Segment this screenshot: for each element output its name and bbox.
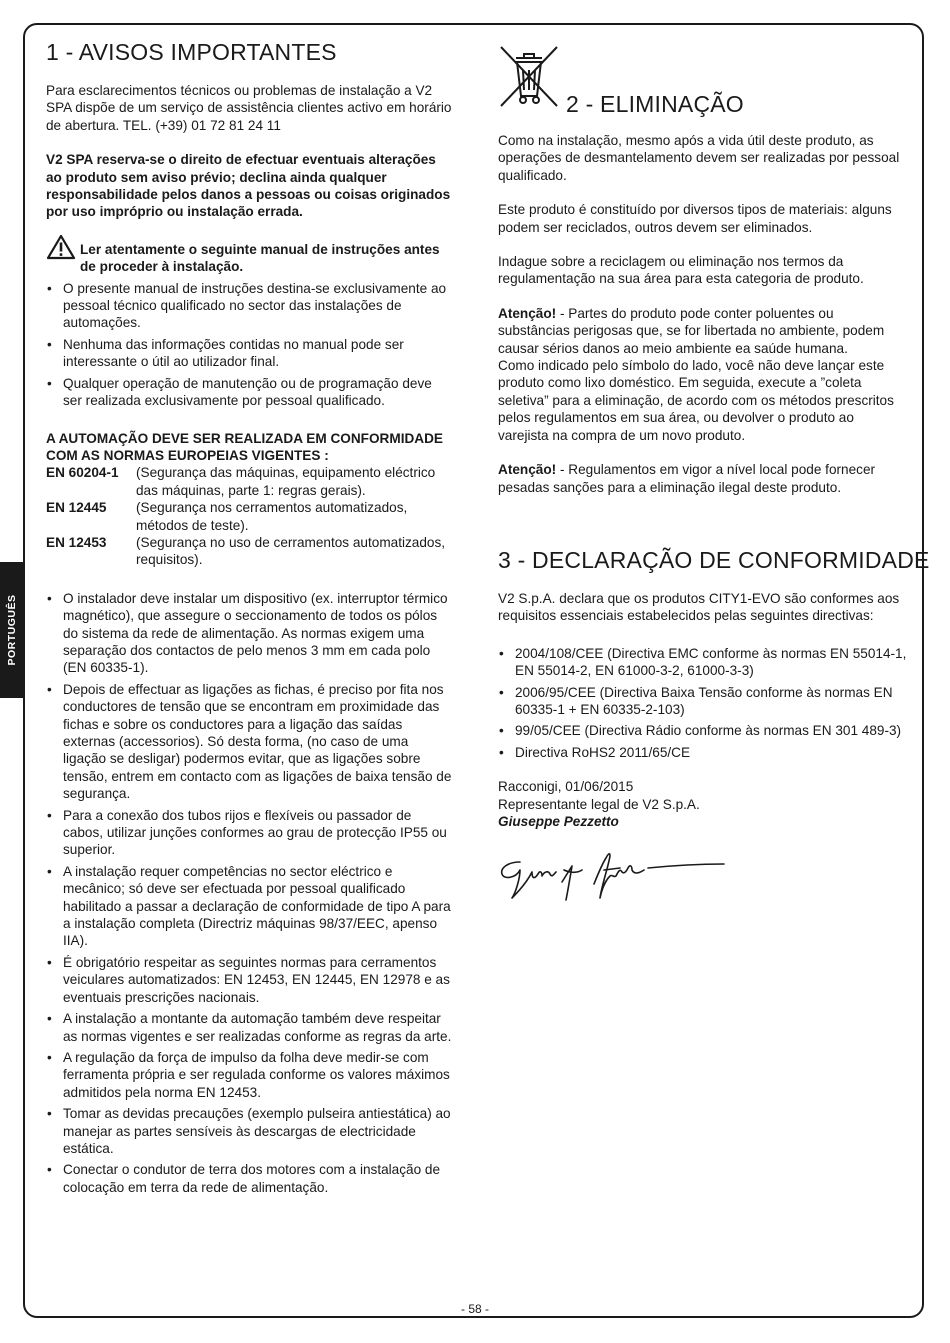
representative: Representante legal de V2 S.p.A. [498, 796, 700, 812]
section1-intro: Para esclarecimentos técnicos ou problemas de instalação a V2 SPA dispõe de um serviço de assistência clientes activo em horário de abertura. TEL. (+39) 01 72 81 24 11 [46, 83, 452, 133]
list-item: • Tomar as devidas precauções (exemplo pulseira antiestática) ao manejar as partes sensíveis às descargas de electricidade estática. [46, 1105, 454, 1157]
page-number: - 58 - [460, 1302, 489, 1316]
norm-code: EN 12445 [46, 500, 107, 516]
section1-disclaimer: V2 SPA reserva-se o direito de efectuar eventuais alterações ao produto sem aviso prévio; declina ainda qualquer responsabilidade pelos danos a pessoas ou coisas originados por uso impróprio ou instalação errada. [46, 152, 451, 220]
section2-p6-text: - Regulamentos em vigor a nível local pode fornecer pesadas sanções para a eliminação ilegal deste produto. [498, 462, 876, 495]
section2-p5: Como indicado pelo símbolo do lado, você não deve lançar este produto como lixo doméstico. Em seguida, execute a ”coleta seletiva” para a eliminação, de acordo com os métodos prescritos pelos regulamentos em sua área, ou devolver o produto ao varejista na compra de um novo produto. [498, 358, 894, 443]
section2-p1: Como na instalação, mesmo após a vida útil deste produto, as operações de desmantelamento devem ser realizadas por pessoal qualificado. [498, 133, 900, 183]
norm-desc: (Segurança das máquinas, equipamento eléctrico das máquinas, parte 1: regras gerais). [136, 465, 436, 498]
section2-title: 2 - ELIMINAÇÃO [566, 91, 744, 117]
attention-label: Atenção! [498, 462, 557, 478]
bullets-a [46, 280, 454, 410]
directives-list [498, 645, 908, 761]
signature-image [498, 844, 728, 906]
norm-code: EN 12453 [46, 534, 107, 550]
language-tab-label: PORTUGUÊS [6, 594, 18, 666]
norm-desc: (Segurança nos cerramentos automatizados, métodos de teste). [136, 500, 408, 533]
norm-row [46, 534, 454, 569]
list-item: • É obrigatório respeitar as seguintes normas para cerramentos veiculares automatizados: EN 12453, EN 12445, EN 12978 e as eventuais prescrições nacionais. [46, 954, 454, 1006]
list-item: • Depois de effectuar as ligações as fichas, é preciso por fita nos conductores de tensão que se encontram em proximidade das fichas e sobre os conductores para a ligação das saídas externas (accessorios). Só desta forma, (no caso de uma ligação se desligar) podermos evitar, que as ligações sobre tensão, entrem em contacto com as ligações de baixa tensão de segurança. [46, 681, 454, 803]
list-item: • 2006/95/CEE (Directiva Baixa Tensão conforme às normas EN 60335-1 + EN 60335-2-103) [498, 684, 908, 719]
list-item: • 99/05/CEE (Directiva Rádio conforme às normas EN 301 489-3) [498, 722, 908, 739]
bullets-b [46, 590, 454, 1196]
norms-heading: A AUTOMAÇÃO DEVE SER REALIZADA EM CONFORMIDADE COM AS NORMAS EUROPEIAS VIGENTES : [46, 430, 443, 463]
list-item: • O presente manual de instruções destina-se exclusivamente ao pessoal técnico qualificado no sector das instalações de automações. [46, 280, 454, 332]
norm-row [46, 464, 454, 499]
section2-p2: Este produto é constituído por diversos tipos de materiais: alguns podem ser reciclados, outros devem ser eliminados. [498, 202, 892, 235]
section3-title: 3 - DECLARAÇÃO DE CONFORMIDADE [498, 546, 930, 573]
norms-list [46, 464, 454, 568]
section2-p3: Indague sobre a reciclagem ou eliminação nos termos da regulamentação na sua área para esta categoria de produto. [498, 254, 864, 287]
signatory: Giuseppe Pezzetto [498, 813, 619, 829]
section-avisos [46, 38, 454, 1200]
list-item: • Conectar o condutor de terra dos motores com a instalação de colocação em terra da rede de alimentação. [46, 1161, 454, 1196]
section2-p6 [498, 461, 908, 496]
section3-intro: V2 S.p.A. declara que os produtos CITY1-EVO são conformes aos requisitos essenciais estabelecidos pelas seguintes directivas: [498, 590, 900, 624]
section2-body [498, 132, 930, 906]
section2-p4 [498, 305, 908, 357]
warning-heading-text: Ler atentamente o seguinte manual de instruções antes de proceder à instalação. [80, 241, 440, 275]
list-item: • O instalador deve instalar um dispositivo (ex. interruptor térmico magnético), que assegure o seccionamento de todos os pólos do sistema da rede de alimentação. As normas exigem uma separação dos contactos de pelo menos 3 mm em cada polo (EN 60335-1). [46, 590, 454, 677]
list-item: • A regulação da força de impulso da folha deve medir-se com ferramenta própria e ser regulada conforme os valores máximos admitidos pela norma EN 12453. [46, 1049, 454, 1101]
list-item: • A instalação a montante da automação também deve respeitar as normas vigentes e ser realizadas conforme as regras da arte. [46, 1010, 454, 1045]
language-tab [0, 562, 24, 698]
weee-bin-icon [498, 44, 560, 110]
attention-label: Atenção! [498, 305, 557, 321]
warning-heading [46, 241, 454, 276]
warning-icon [46, 234, 76, 260]
list-item: • Directiva RoHS2 2011/65/CE [498, 744, 908, 761]
list-item: • A instalação requer competências no sector eléctrico e mecânico; só deve ser efectuada por pessoal qualificado habilitado a passar a declaração de conformidade de tipo A para a instalação completa (Directriz máquinas 98/37/EEC, apenso IIA). [46, 863, 454, 950]
section1-title: 1 - AVISOS IMPORTANTES [46, 39, 337, 65]
norm-code: EN 60204-1 [46, 465, 119, 481]
section2-p4-text: - Partes do produto pode conter poluentes ou substâncias perigosas que, se for libertada no ambiente, podem causar sérios danos ao meio ambiente ea saúde humana. [498, 305, 885, 356]
list-item: • Nenhuma das informações contidas no manual pode ser interessante o útil ao utilizador final. [46, 336, 454, 371]
list-item: • 2004/108/CEE (Directiva EMC conforme às normas EN 55014-1, EN 55014-2, EN 61000-3-2, 61000-3-3) [498, 645, 908, 680]
place-date: Racconigi, 01/06/2015 [498, 779, 634, 795]
list-item: • Para a conexão dos tubos rijos e flexíveis ou passador de cabos, utilizar junções conformes ao grau de protecção IP55 ou superior. [46, 807, 454, 859]
norm-row [46, 499, 454, 534]
list-item: • Qualquer operação de manutenção ou de programação deve ser realizada exclusivamente por pessoal qualificado. [46, 375, 454, 410]
norm-desc: (Segurança no uso de cerramentos automatizados, requisitos). [136, 534, 446, 568]
